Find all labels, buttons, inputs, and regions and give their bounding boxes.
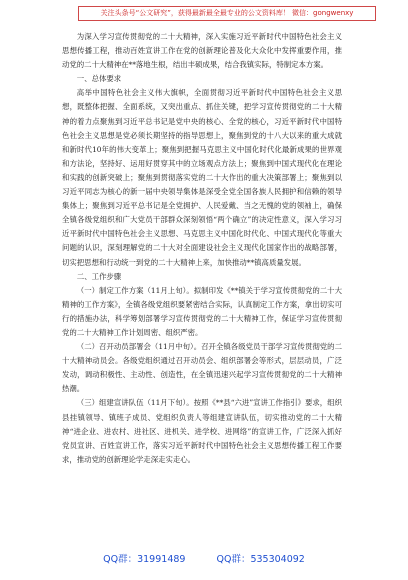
footer-qq-group-1: QQ群：31991489 [103,554,186,565]
footer [0,551,408,565]
step-1-paragraph: （一）制定工作方案（11月上旬）。拟制印发《**镇关于学习宣传贯彻党的二十大精神的工作方案》，全镇各级党组织要紧密结合实际，认真制定工作方案，拿出切实可行的措施办法，科学筹划部署学习宣传贯彻党的二十大精神工作，保证学习宣传贯彻党的二十大精神工作计划周密、组织严密。 [62,285,342,337]
section-heading-general: 一、总体要求 [76,74,122,84]
step-2-paragraph: （二）召开动员部署会（11月中旬）。召开全镇各级党员干部学习宣传贯彻党的二十大精神动员会。各级党组织通过召开动员会、组织部署会等形式，层层动员，广泛发动，调动积极性、主动性、创造性，在全镇迅速兴起学习宣传贯彻党的二十大精神热潮。 [62,342,342,394]
section-heading-steps: 二、工作步骤 [76,271,122,281]
general-requirements-paragraph: 高举中国特色社会主义伟大旗帜，全面贯彻习近平新时代中国特色社会主义思想，既整体把握、全面系统，又突出重点、抓住关键，把学习宣传贯彻党的二十大精神的着力点聚焦到习近平总书记是党中央的核心、全党的核心，习近平新时代中国特色社会主义思想是党必须长期坚持的指导思想上，聚焦到党的十八大以来的重大成就和新时代10年的伟大变革上；聚焦到把握马克思主义中国化时代化最新成果的世界观和方法论，坚持好、运用好贯穿其中的立场观点方法上；聚焦到中国式现代化在理论和实践的创新突破上；聚焦到贯彻落实党的二十大作出的重大决策部署上；聚焦到以习近平同志为核心的新一届中央领导集体是深受全党全国各族人民拥护和信赖的领导集体上；聚焦到习近平总书记是全党拥护、人民爱戴、当之无愧的党的领袖上，确保全镇各级党组织和广大党员干部群众深刻领悟“两个确立”的决定性意义，深入学习习近平新时代中国特色社会主义思想、马克思主义中国化时代化、中国式现代化等重大问题的认识，深刻理解党的二十大对全面建设社会主义现代化国家作出的战略部署，切实把思想和行动统一到党的二十大精神上来，加快推动**镇高质量发展。 [62,88,342,267]
intro-paragraph: 为深入学习宣传贯彻党的二十大精神，深入实施习近平新时代中国特色社会主义思想传播工程，推动百姓宣讲工作在党的创新理论普及化大众化中发挥重要作用，推动党的二十大精神在**落地生根，结出丰硕成果，结合我镇实际，特制定本方案。 [62,32,342,70]
header-banner: 关注头条号“公文研究”，获得最新最全最专业的公文资料库！ 微信：gongwenxy [78,6,376,21]
document-body [62,30,342,467]
footer-qq-group-2: QQ群：535304092 [216,554,305,565]
step-3-paragraph: （三）组建宣讲队伍（11月下旬）。按照《**县“六进”宣讲工作指引》要求，组织县挂镇领导、镇班子成员、党组织负责人等组建宣讲队伍，切实推动党的二十大精神“进企业、进农村、进社区、进机关、进学校、进网络”的宣讲工作，广泛深入抓好党员宣讲、百姓宣讲工作，落实习近平新时代中国特色社会主义思想传播工程工作要求，推动党的创新理论学走深走实走心。 [62,398,342,464]
